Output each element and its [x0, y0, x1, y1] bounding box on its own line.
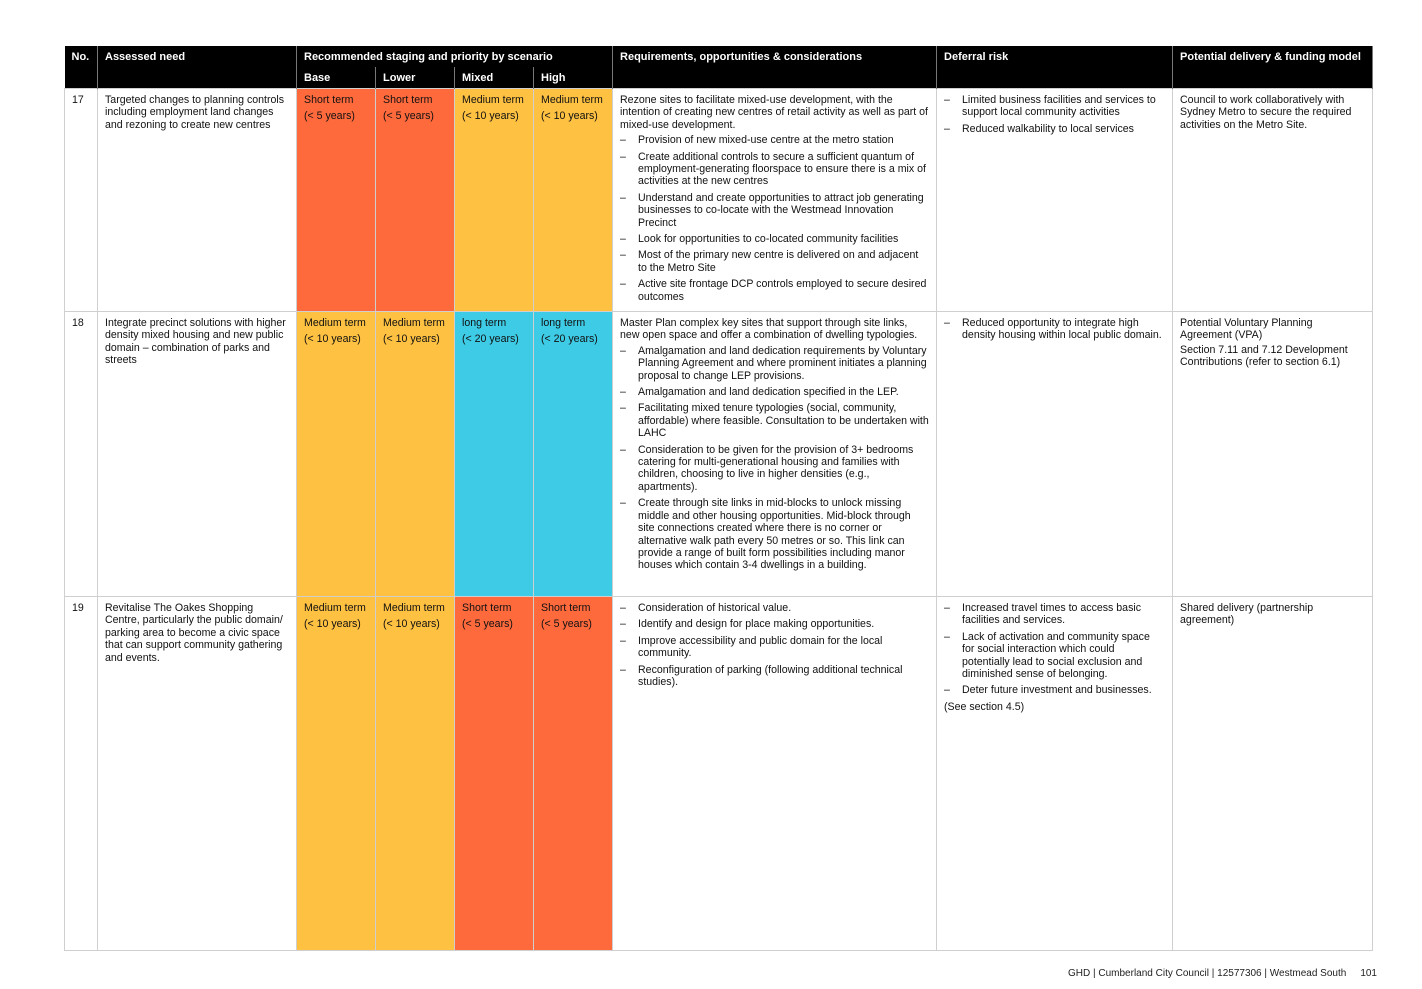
risk-list [944, 317, 1165, 342]
header-delivery-model: Potential delivery & funding model [1173, 46, 1373, 67]
requirements-intro: Rezone sites to facilitate mixed-use development, with the intention of creating new centres of retail activity as well as part of mixed-use development. [620, 94, 928, 131]
deferral-risk-cell [937, 89, 1173, 312]
header-requirements: Requirements, opportunities & considerations [613, 46, 937, 67]
tier-range: (< 10 years) [541, 110, 598, 123]
list-item: – Amalgamation and land dedication requirements by Voluntary Planning Agreement and where prominent initiates a planning proposal to change LEP provisions. [620, 345, 929, 382]
tier-lower [376, 89, 455, 312]
tier-term: Short term [304, 94, 354, 106]
tier-term: long term [462, 317, 507, 329]
header-blank [65, 67, 98, 89]
tier-term: Short term [462, 602, 512, 614]
header-scenario-high: High [534, 67, 613, 89]
delivery-cell [1173, 312, 1373, 597]
header-no: No. [65, 46, 98, 67]
tier-range: (< 10 years) [383, 333, 440, 346]
tier-lower [376, 597, 455, 951]
delivery-text: Section 7.11 and 7.12 Development Contributions (refer to section 6.1) [1180, 343, 1348, 369]
requirements-list [620, 345, 929, 572]
tier-range: (< 20 years) [462, 333, 519, 346]
risk-list [944, 602, 1165, 697]
table-row [65, 312, 1373, 597]
tier-term: Medium term [304, 317, 366, 329]
list-item: – Identify and design for place making opportunities. [620, 618, 929, 630]
delivery-cell [1173, 89, 1373, 312]
table-row [65, 89, 1373, 312]
tier-term: Medium term [304, 602, 366, 614]
risk-list [944, 94, 1165, 135]
delivery-text: Council to work collaboratively with Sydney Metro to secure the required activities on the Metro Site. [1180, 94, 1352, 131]
list-item: – Reconfiguration of parking (following additional technical studies). [620, 664, 929, 689]
tier-range: (< 10 years) [462, 110, 519, 123]
deferral-risk-cell [937, 597, 1173, 951]
tier-term: long term [541, 317, 586, 329]
row-number: 18 [65, 312, 98, 597]
assessed-need: Revitalise The Oakes Shopping Centre, particularly the public domain/ parking area to become a civic space that can support community gathering and events. [98, 597, 297, 951]
tier-range: (< 20 years) [541, 333, 598, 346]
tier-range: (< 5 years) [462, 618, 513, 631]
header-blank [1173, 67, 1373, 89]
header-assessed-need: Assessed need [98, 46, 297, 67]
list-item: – Consideration of historical value. [620, 602, 929, 614]
tier-base [297, 312, 376, 597]
list-item: – Improve accessibility and public domain for the local community. [620, 635, 929, 660]
tier-term: Medium term [541, 94, 603, 106]
tier-range: (< 5 years) [383, 110, 434, 123]
header-scenario-lower: Lower [376, 67, 455, 89]
tier-term: Medium term [462, 94, 524, 106]
tier-range: (< 10 years) [304, 618, 361, 631]
list-item: – Limited business facilities and services to support local community activities [944, 94, 1165, 119]
page-number: 101 [1360, 968, 1377, 979]
requirements-cell [613, 89, 937, 312]
tier-range: (< 10 years) [304, 333, 361, 346]
assessed-need: Targeted changes to planning controls including employment land changes and rezoning to create new centres [98, 89, 297, 312]
tier-range: (< 5 years) [541, 618, 592, 631]
deferral-risk-cell [937, 312, 1173, 597]
header-scenario-base: Base [297, 67, 376, 89]
tier-term: Short term [383, 94, 433, 106]
tier-base [297, 597, 376, 951]
requirements-cell [613, 597, 937, 951]
list-item: – Most of the primary new centre is delivered on and adjacent to the Metro Site [620, 249, 929, 274]
table-row [65, 597, 1373, 951]
priority-table [64, 46, 1373, 951]
footer-text: GHD | Cumberland City Council | 12577306 | Westmead South [1068, 968, 1347, 979]
tier-lower [376, 312, 455, 597]
list-item: – Reduced walkability to local services [944, 123, 1165, 135]
delivery-cell [1173, 597, 1373, 951]
page-footer [1068, 968, 1377, 979]
row-number: 17 [65, 89, 98, 312]
header-blank [613, 67, 937, 89]
header-scenario-mixed: Mixed [455, 67, 534, 89]
list-item: – Consideration to be given for the provision of 3+ bedrooms catering for multi-generational housing and families with children, choosing to live in higher densities (e.g., apartments). [620, 444, 929, 494]
list-item: – Look for opportunities to co-located community facilities [620, 233, 929, 245]
list-item: – Create additional controls to secure a sufficient quantum of employment-generating floorspace to ensure there is a mix of activities at the new centres [620, 151, 929, 188]
header-staging: Recommended staging and priority by scenario [297, 46, 613, 67]
list-item: – Create through site links in mid-blocks to unlock missing middle and other housing opportunities. Mid-block through site connections created where there is no corner or alternative walk path every 50 metres or so. This link can provide a range of built form possibilities including manor houses which contain 3-4 dwellings in a building. [620, 497, 929, 571]
header-blank [937, 67, 1173, 89]
delivery-text: Potential Voluntary Planning Agreement (VPA) [1180, 317, 1313, 342]
row-number: 19 [65, 597, 98, 951]
list-item: – Reduced opportunity to integrate high density housing within local public domain. [944, 317, 1165, 342]
tier-mixed [455, 312, 534, 597]
list-item: – Active site frontage DCP controls employed to secure desired outcomes [620, 278, 929, 303]
tier-high [534, 89, 613, 312]
tier-term: Short term [541, 602, 591, 614]
requirements-intro: Master Plan complex key sites that support through site links, new open space and offer a combination of dwelling typologies. [620, 317, 918, 342]
risk-note: (See section 4.5) [944, 700, 1025, 713]
list-item: – Lack of activation and community space for social interaction which could potentially lead to social exclusion and diminished sense of belonging. [944, 631, 1165, 681]
tier-high [534, 597, 613, 951]
list-item: – Facilitating mixed tenure typologies (social, community, affordable) where feasible. Consultation to be undertaken with LAHC [620, 402, 929, 439]
tier-mixed [455, 597, 534, 951]
requirements-list [620, 134, 929, 303]
delivery-text: Shared delivery (partnership agreement) [1180, 602, 1314, 627]
assessed-need: Integrate precinct solutions with higher density mixed housing and new public domain – combination of parks and streets [98, 312, 297, 597]
tier-range: (< 10 years) [383, 618, 440, 631]
tier-base [297, 89, 376, 312]
list-item: – Deter future investment and businesses. [944, 684, 1165, 696]
tier-term: Medium term [383, 317, 445, 329]
tier-term: Medium term [383, 602, 445, 614]
list-item: – Increased travel times to access basic facilities and services. [944, 602, 1165, 627]
tier-high [534, 312, 613, 597]
tier-range: (< 5 years) [304, 110, 355, 123]
list-item: – Amalgamation and land dedication specified in the LEP. [620, 386, 929, 398]
requirements-cell [613, 312, 937, 597]
header-blank [98, 67, 297, 89]
header-deferral-risk: Deferral risk [937, 46, 1173, 67]
requirements-list [620, 602, 929, 688]
list-item: – Provision of new mixed-use centre at the metro station [620, 134, 929, 146]
tier-mixed [455, 89, 534, 312]
list-item: – Understand and create opportunities to attract job generating businesses to co-locate with the Westmead Innovation Precinct [620, 192, 929, 229]
